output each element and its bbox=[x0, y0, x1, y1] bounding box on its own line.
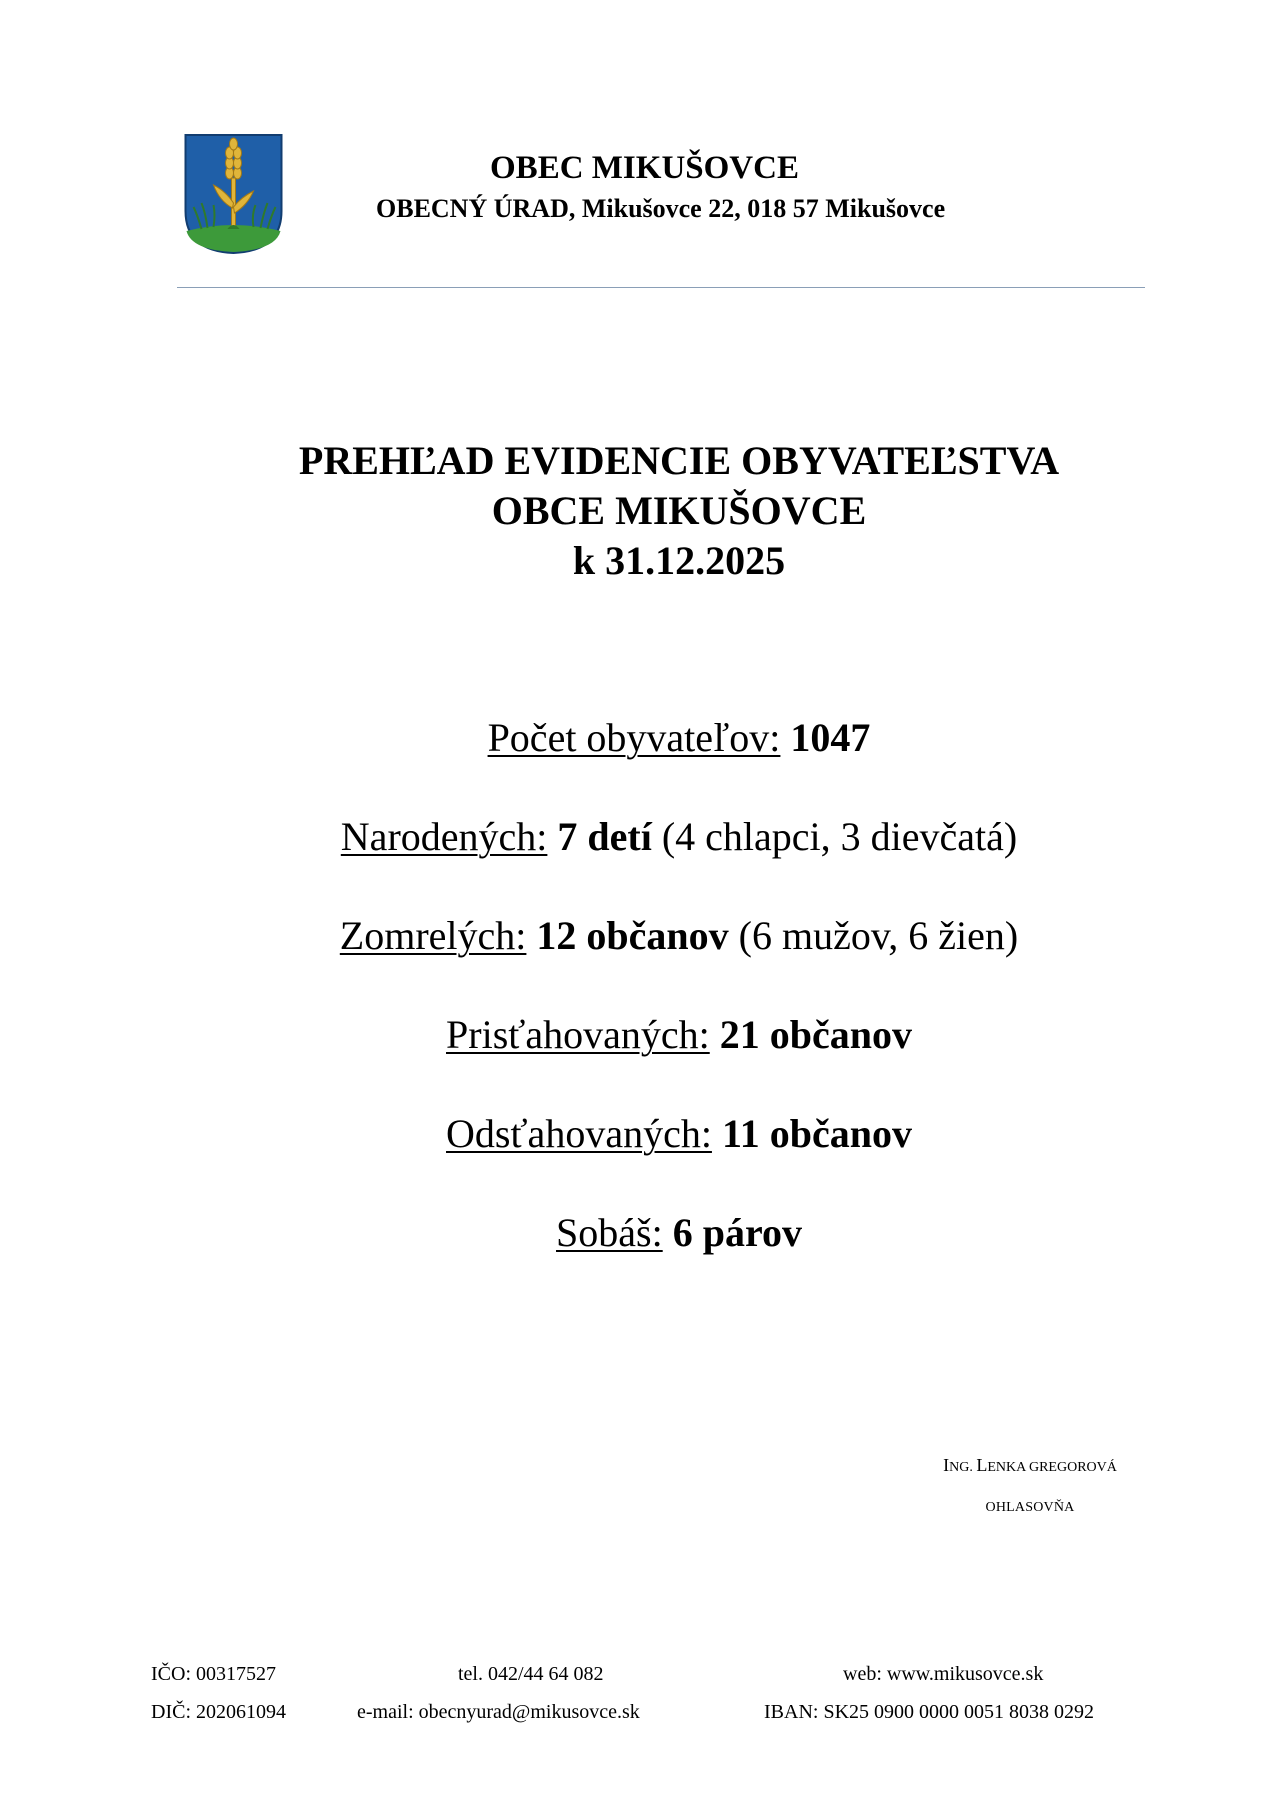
stat-detail: (6 mužov, 6 žien) bbox=[738, 913, 1019, 958]
stat-label: Zomrelých: bbox=[339, 913, 527, 958]
office-address: OBECNÝ ÚRAD, Mikušovce 22, 018 57 Mikušovce bbox=[376, 194, 946, 223]
stat-value: 7 detí bbox=[557, 814, 652, 859]
title-line-1: PREHĽAD EVIDENCIE OBYVATEĽSTVA bbox=[298, 438, 1060, 483]
signatory-role: OHLASOVŇA bbox=[985, 1500, 1075, 1515]
stat-value: 21 občanov bbox=[719, 1012, 912, 1057]
stat-value: 11 občanov bbox=[721, 1111, 912, 1156]
stat-births bbox=[120, 813, 1238, 861]
footer-dic: DIČ: 202061094 bbox=[151, 1701, 286, 1723]
coat-of-arms-icon bbox=[183, 133, 284, 255]
signature-block bbox=[880, 1452, 1180, 1518]
signatory-name-part: NG. bbox=[949, 1460, 977, 1475]
stat-value: 12 občanov bbox=[536, 913, 729, 958]
stat-label: Prisťahovaných: bbox=[446, 1012, 710, 1057]
stat-detail: (4 chlapci, 3 dievčatá) bbox=[661, 814, 1018, 859]
signatory-name-initial: I bbox=[943, 1455, 950, 1475]
footer-web: web: www.mikusovce.sk bbox=[843, 1663, 1044, 1685]
header-divider bbox=[177, 287, 1145, 288]
title-line-3: k 31.12.2025 bbox=[572, 538, 786, 583]
stat-moved-out bbox=[120, 1110, 1238, 1158]
footer-phone: tel. 042/44 64 082 bbox=[458, 1663, 604, 1685]
signatory-name bbox=[880, 1452, 1180, 1478]
stat-label: Odsťahovaných: bbox=[446, 1111, 712, 1156]
footer-email: e-mail: obecnyurad@mikusovce.sk bbox=[357, 1701, 640, 1723]
stat-label: Narodených: bbox=[340, 814, 548, 859]
stat-population bbox=[120, 714, 1238, 762]
stat-value: 1047 bbox=[790, 715, 871, 760]
signatory-name-initial: L bbox=[976, 1455, 988, 1475]
stat-label: Sobáš: bbox=[556, 1210, 663, 1255]
stat-marriages bbox=[120, 1209, 1238, 1257]
stat-deaths bbox=[120, 912, 1238, 960]
stat-value: 6 párov bbox=[672, 1210, 802, 1255]
footer-iban: IBAN: SK25 0900 0000 0051 8038 0292 bbox=[764, 1701, 1095, 1723]
municipality-name: OBEC MIKUŠOVCE bbox=[490, 150, 799, 186]
stat-moved-in bbox=[120, 1011, 1238, 1059]
title-line-2: OBCE MIKUŠOVCE bbox=[491, 488, 867, 533]
population-stats bbox=[120, 714, 1238, 1308]
footer-ico: IČO: 00317527 bbox=[151, 1663, 276, 1685]
document-title bbox=[170, 436, 1188, 586]
signatory-name-part: ENKA GREGOROVÁ bbox=[987, 1460, 1117, 1475]
stat-label: Počet obyvateľov: bbox=[487, 715, 781, 760]
